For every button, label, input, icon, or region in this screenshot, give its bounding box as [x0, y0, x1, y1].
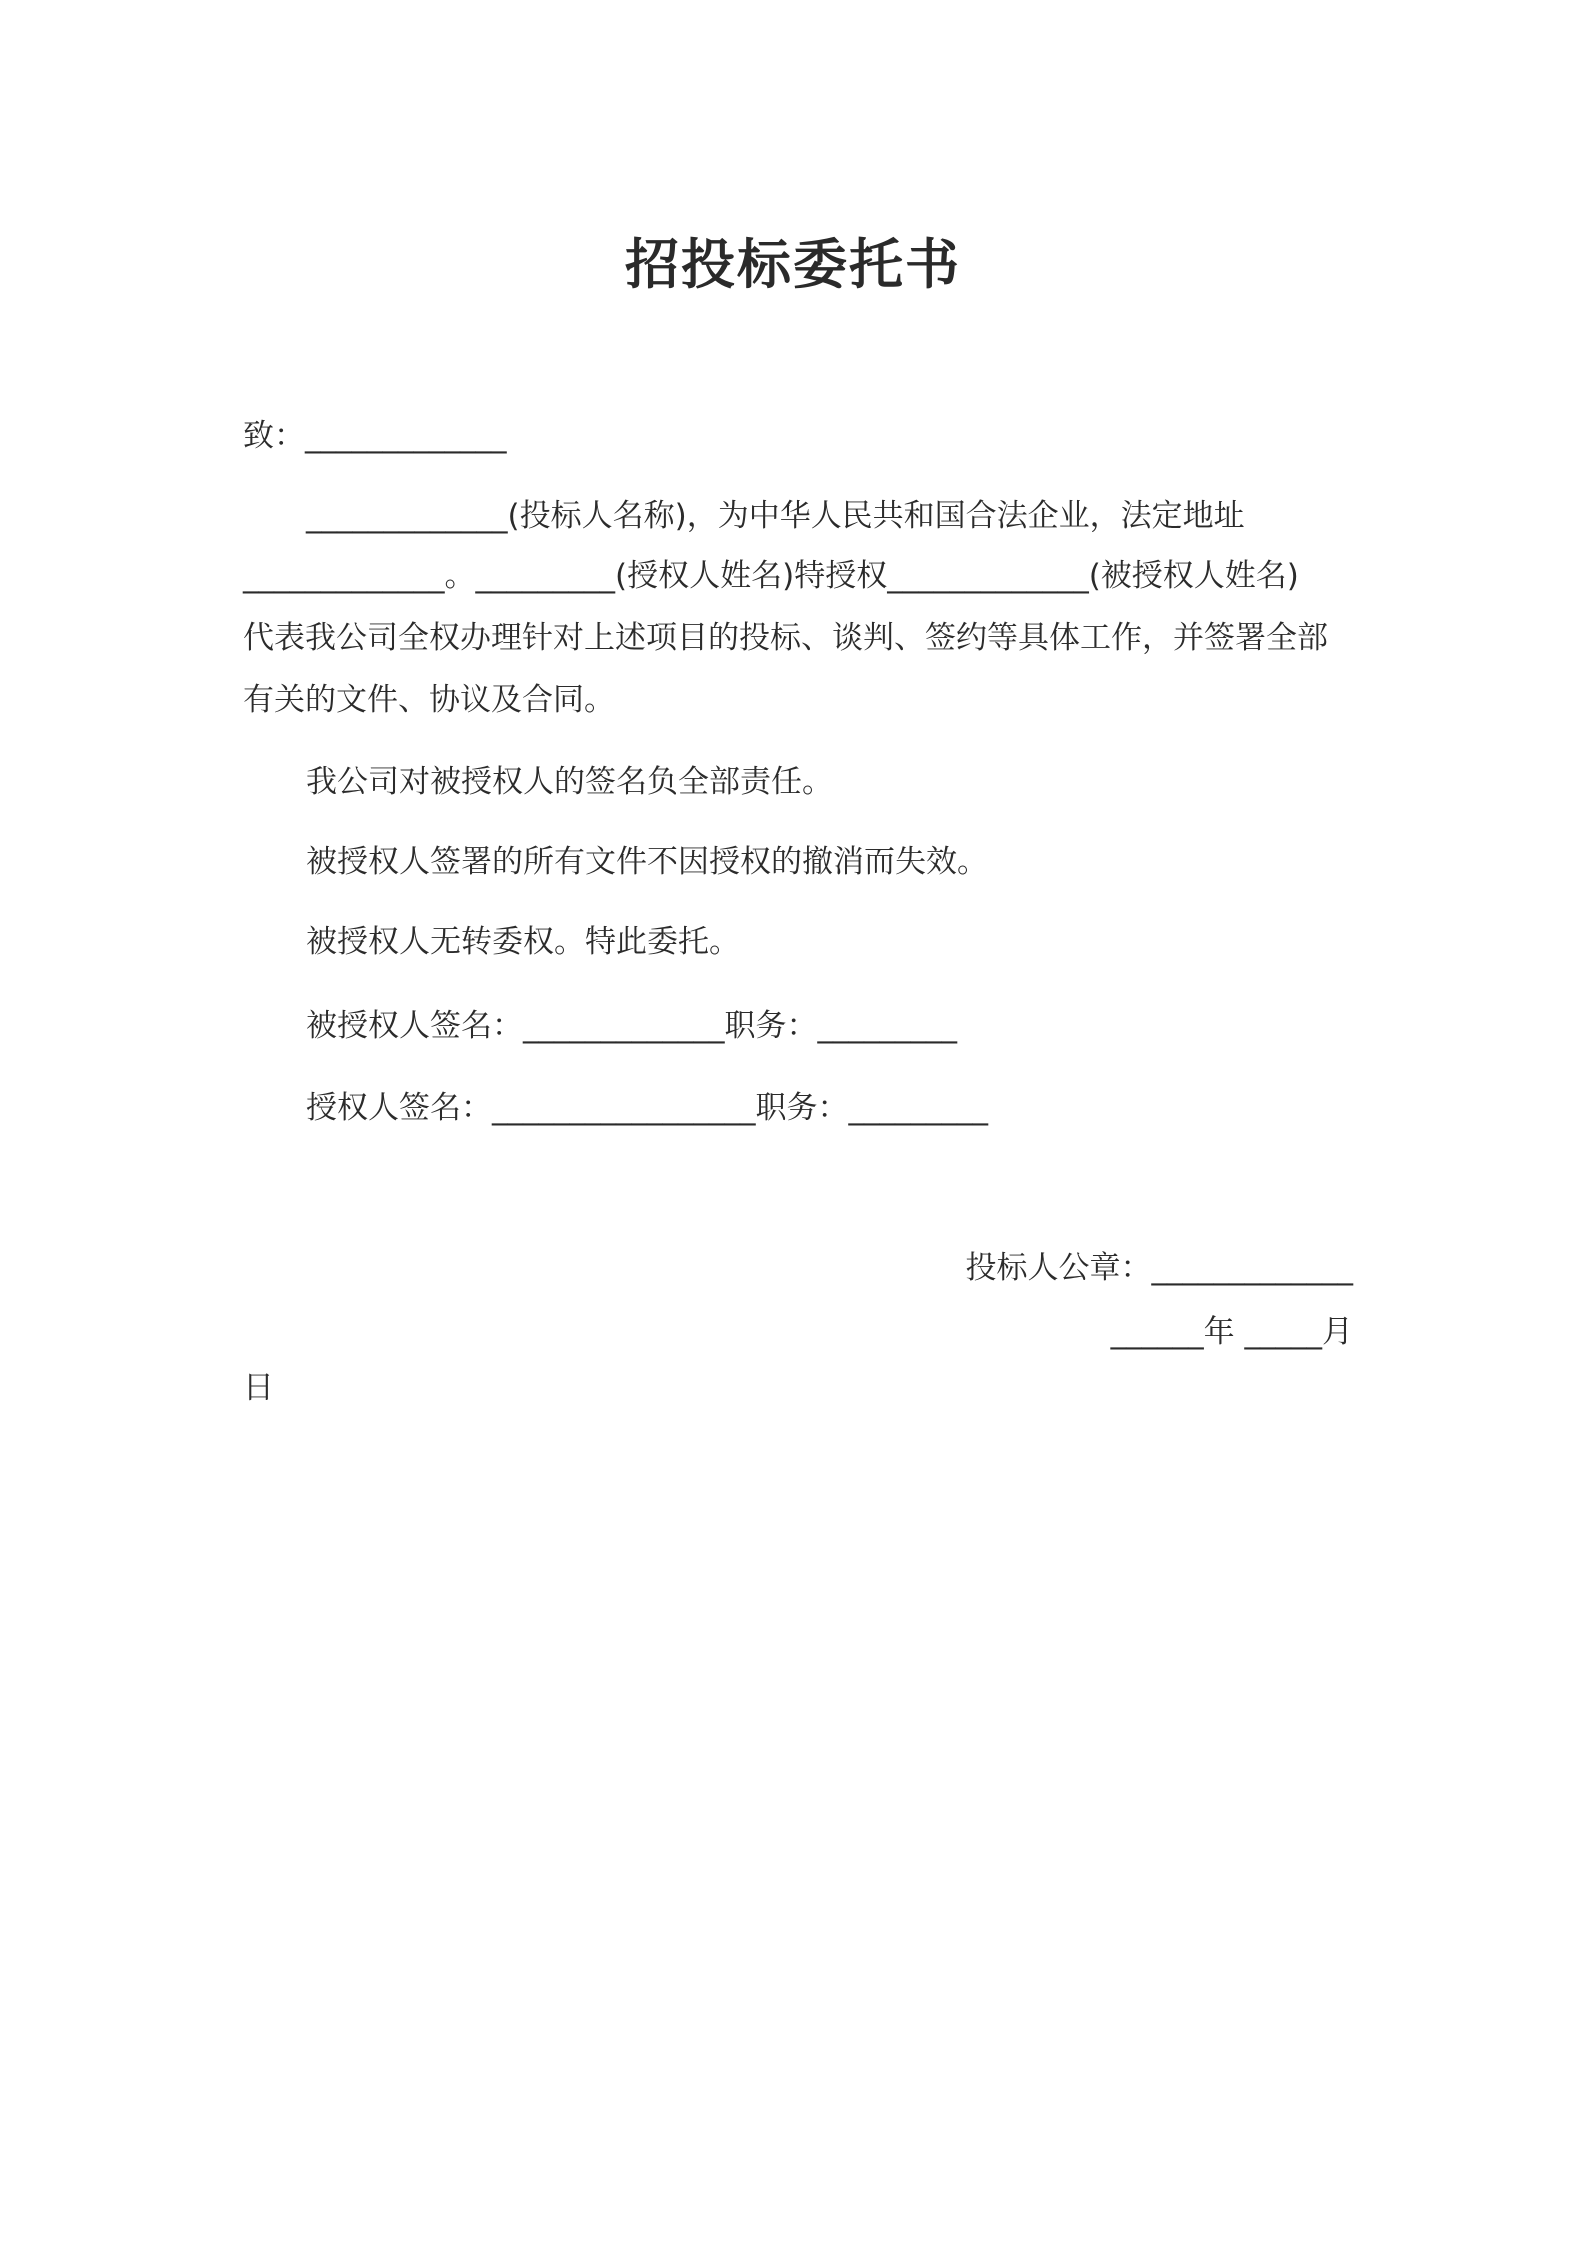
date-line: ______年 _____月: [1110, 1314, 1353, 1350]
paragraph1-line3: 代表我公司全权办理针对上述项目的投标、谈判、签约等具体工作，并签署全部: [243, 620, 1328, 656]
seal-line: 投标人公章：_____________: [965, 1250, 1353, 1286]
paragraph4: 被授权人无转委权。特此委托。: [306, 924, 740, 960]
paragraph3: 被授权人签署的所有文件不因授权的撤消而失效。: [306, 844, 988, 880]
paragraph1-line4: 有关的文件、协议及合同。: [243, 682, 615, 718]
document-title: 招投标委托书: [625, 233, 961, 296]
paragraph1-line1: _____________(投标人名称)，为中华人民共和国合法企业，法定地址: [306, 498, 1245, 534]
paragraph2: 我公司对被授权人的签名负全部责任。: [306, 764, 833, 800]
paragraph1-line2: _____________。_________(授权人姓名)特授权_____________(被授权人姓名): [243, 558, 1299, 594]
day-line: 日: [243, 1370, 274, 1406]
recipient-line: 致：_____________: [243, 418, 507, 454]
authorized-signature-line: 被授权人签名：_____________职务：_________: [306, 1008, 957, 1044]
authorizer-signature-line: 授权人签名：_________________职务：_________: [306, 1090, 988, 1126]
